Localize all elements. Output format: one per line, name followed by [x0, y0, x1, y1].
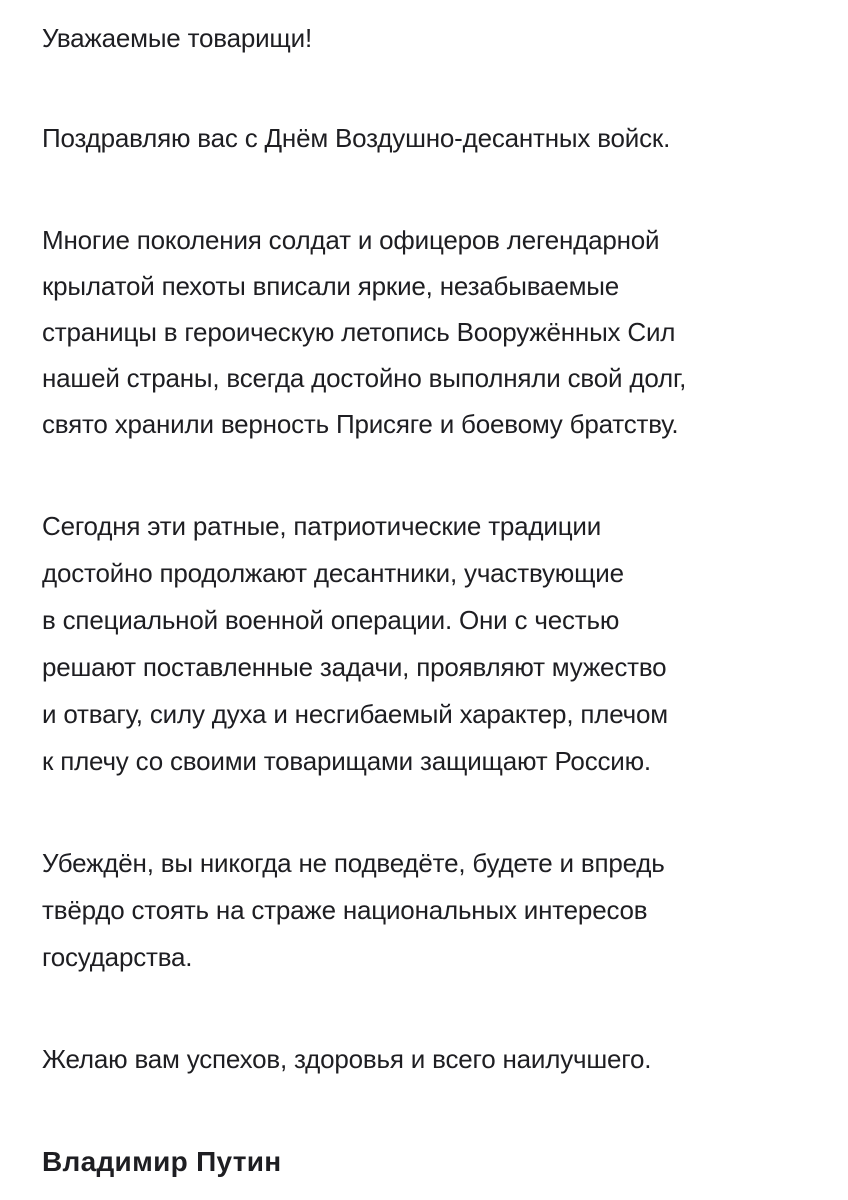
paragraph-congratulation: Поздравляю вас с Днём Воздушно-десантных войск. [42, 123, 671, 153]
paragraph-today-line: к плечу со своими товарищами защищают Россию. [42, 746, 651, 776]
paragraph-history-line: Многие поколения солдат и офицеров легендарной [42, 225, 660, 255]
paragraph-wishes: Желаю вам успехов, здоровья и всего наилучшего. [42, 1044, 652, 1074]
paragraph-confidence-line: твёрдо стоять на страже национальных интересов [42, 895, 648, 925]
paragraph-history-line: нашей страны, всегда достойно выполняли свой долг, [42, 363, 687, 393]
paragraph-today-line: и отвагу, силу духа и несгибаемый характер, плечом [42, 699, 668, 729]
paragraph-today-line: достойно продолжают десантники, участвующие [42, 558, 624, 588]
paragraph-history-line: свято хранили верность Присяге и боевому братству. [42, 409, 679, 439]
paragraph-confidence-line: государства. [42, 942, 193, 972]
paragraph-history-line: страницы в героическую летопись Вооружённых Сил [42, 317, 676, 347]
paragraph-today-line: Сегодня эти ратные, патриотические традиции [42, 511, 602, 541]
paragraph-today-line: в специальной военной операции. Они с честью [42, 605, 620, 635]
signature: Владимир Путин [42, 1146, 282, 1177]
paragraph-today-line: решают поставленные задачи, проявляют мужество [42, 652, 667, 682]
paragraph-history-line: крылатой пехоты вписали яркие, незабываемые [42, 271, 619, 301]
greeting: Уважаемые товарищи! [42, 23, 312, 53]
paragraph-confidence-line: Убеждён, вы никогда не подведёте, будете и впредь [42, 848, 665, 878]
